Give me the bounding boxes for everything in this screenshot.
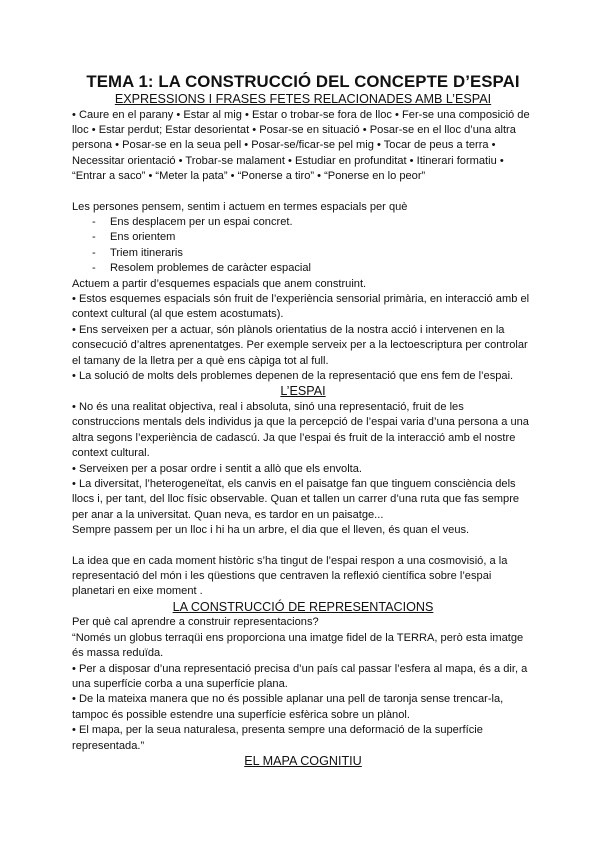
body-paragraph: • Per a disposar d’una representació precisa d’un país cal passar l’esfera al mapa, és a dir, a una superfície corba a una superfície plana.	[72, 662, 528, 690]
section-heading-mapa-cognitiu: EL MAPA COGNITIU	[244, 753, 362, 768]
body-paragraph: Sempre passem per un lloc i hi ha un arbre, el dia que el lleven, és quan el veus.	[72, 524, 470, 537]
section-heading-espai: L’ESPAI	[280, 384, 326, 399]
body-paragraph: • Estos esquemes espacials són fruit de l’experiència sensorial primària, en interacció amb el context cultural (al que estem acostumats).	[72, 292, 530, 321]
spatial-actions-list	[72, 215, 534, 277]
section-heading-representacions: LA CONSTRUCCIÓ DE REPRESENTACIONS	[172, 599, 434, 614]
page-title: TEMA 1: LA CONSTRUCCIÓ DEL CONCEPTE D’ESPAI	[86, 72, 520, 91]
body-paragraph: • Ens serveixen per a actuar, són plànols orientatius de la nostra acció i intervenen en la consecució d’altres aprenentatges. Per exemple serveix per a la lectoescriptura per controlar el tamany de la lletra per a què ens càpiga tot al full.	[72, 323, 528, 367]
body-paragraph: • De la mateixa manera que no és possible aplanar una pell de taronja sense trencar-la, tampoc és possible estendre una superfície esfèrica sobre un plànol.	[72, 693, 504, 721]
question-paragraph: Per què cal aprendre a construir representacions?	[72, 616, 319, 629]
intro-paragraph: Les persones pensem, sentim i actuem en termes espacials per què	[72, 200, 408, 213]
body-paragraph: • La solució de molts dels problemes depenen de la representació que ens fem de l’espai.	[72, 370, 514, 382]
document-body	[72, 72, 534, 769]
spacer	[72, 185, 534, 200]
list-item: - Ens orientem	[72, 230, 534, 245]
body-paragraph: Actuem a partir d’esquemes espacials que anem construint.	[72, 277, 367, 290]
list-item: - Ens desplacem per un espai concret.	[72, 215, 534, 230]
closing-paragraph: La idea que en cada moment històric s’ha tingut de l’espai respon a una cosmovisió, a la representació del món i les qüestions que centraven la reflexió científica sobre l’espai planetari en eixe moment .	[72, 554, 508, 598]
list-item: - Triem itineraris	[72, 246, 534, 261]
body-paragraph: • Serveixen per a posar ordre i sentit a allò que els envolta.	[72, 462, 363, 475]
spacer	[72, 539, 534, 554]
body-paragraph: • La diversitat, l’heterogeneïtat, els canvis en el paisatge fan que tinguem consciència dels llocs i, per tant, del lloc físic observable. Quan et tallen un carrer d’una ruta que fas sempre per anar a la universitat. Quan neva, es tardor en un paisatge...	[72, 477, 520, 521]
section-heading-expressions: EXPRESSIONS I FRASES FETES RELACIONADES AMB L’ESPAI	[114, 92, 492, 106]
body-paragraph: “Només un globus terraqüi ens proporciona una imatge fidel de la TERRA, però esta imatge és massa reduïda.	[72, 631, 524, 660]
body-paragraph: • El mapa, per la seua naturalesa, presenta sempre una deformació de la superfície representada.”	[72, 724, 483, 752]
expressions-paragraph: • Caure en el parany • Estar al mig • Estar o trobar-se fora de lloc • Fer-se una composició de lloc • Estar perdut; Estar desorientat • Posar-se en situació • Posar-se en el lloc d’una altra persona • Posar-se en la seua pell • Posar-se/ficar-se pel mig • Tocar de peus a terra • Necessitar orientació • Trobar-se malament • Estudiar en profunditat • Itinerari formatiu • “Entrar a saco” • “Meter la pata” • “Ponerse a tiro” • “Ponerse en lo peor”	[72, 108, 530, 183]
list-item: - Resolem problemes de caràcter espacial	[72, 261, 534, 276]
body-paragraph: • No és una realitat objectiva, real i absoluta, sinó una representació, fruit de les construccions mentals dels individus ja que la percepció de l’espai varia d’una persona a una altra segons l’experiència de cadascú. Ja que l’espai és fruit de la interacció amb el nostre context cultural.	[72, 400, 529, 460]
